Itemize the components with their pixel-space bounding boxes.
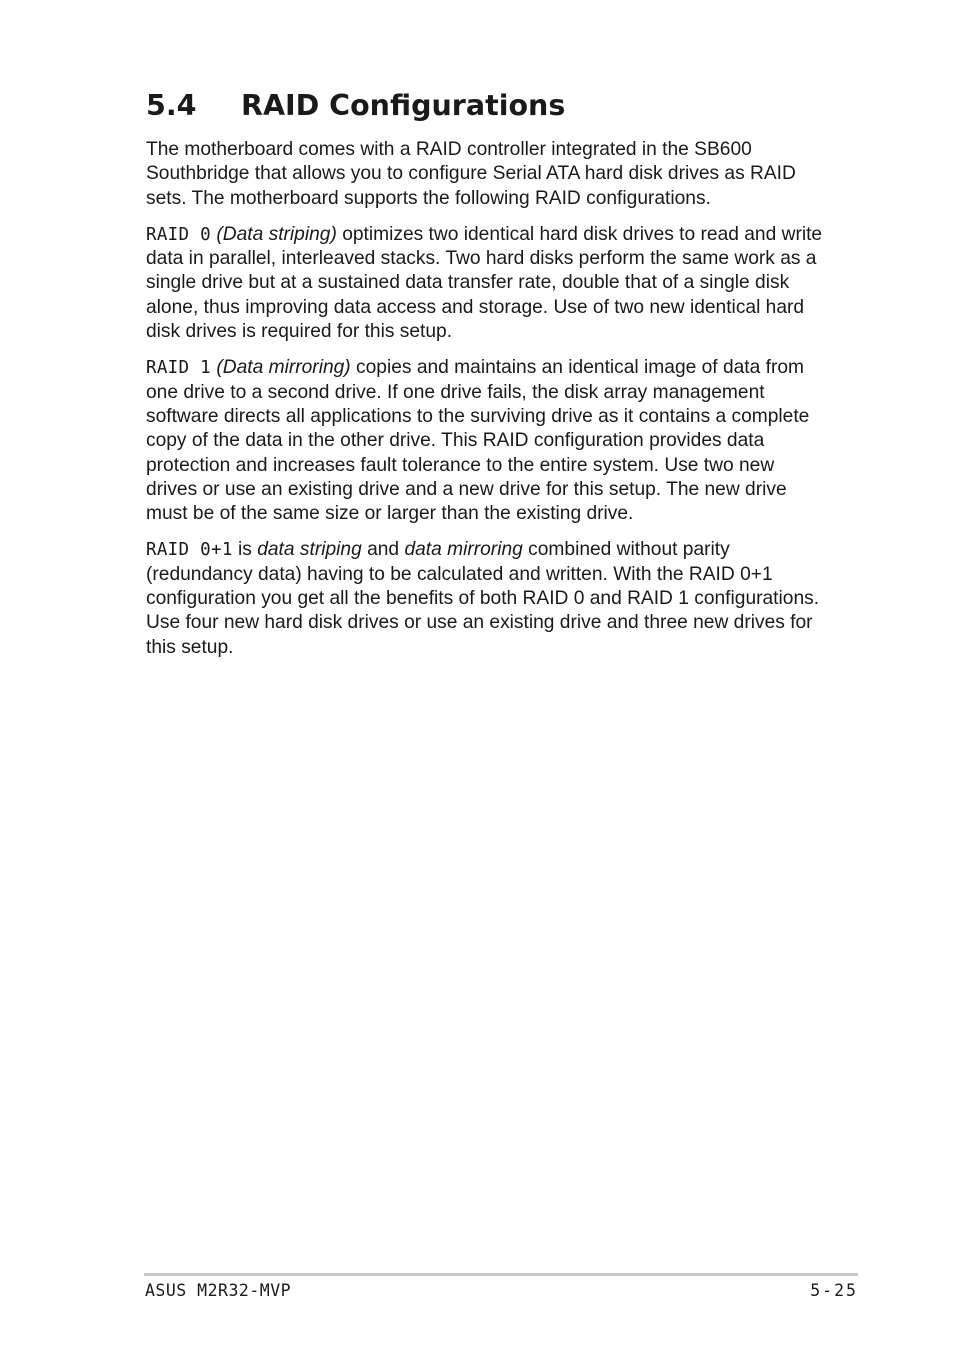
page-content — [146, 84, 826, 672]
raid1-term: RAID 1 — [146, 358, 212, 379]
raid0-qualifier: (Data striping) — [216, 223, 337, 245]
footer-product-name: ASUS M2R32-MVP — [145, 1281, 292, 1300]
raid01-term: RAID 0+1 — [146, 540, 233, 561]
section-number: 5.4 — [146, 89, 197, 122]
raid1-description: copies and maintains an identical image of data from one drive to a second drive. If one drive fails, the disk array management software directs all applications to the surviving drive as it contains a complete copy of the data in the other drive. This RAID configuration provides data protection and increases fault tolerance to the entire system. Use two new drives or use an existing drive and a new drive for this setup. The new drive must be of the same size or larger than the existing drive. — [146, 357, 810, 525]
raid01-paragraph — [146, 538, 826, 659]
raid0-term: RAID 0 — [146, 224, 212, 245]
raid0-description: optimizes two identical hard disk drives to read and write data in parallel, interleaved stacks. Two hard disks perform the same work as a single drive but at a sustained data transfer rate, double that of a single disk alone, thus improving data access and storage. Use of two new identical hard disk drives is required for this setup. — [146, 223, 823, 343]
footer-divider — [144, 1273, 858, 1276]
raid1-qualifier: (Data mirroring) — [216, 357, 351, 379]
raid01-mirroring: data mirroring — [404, 539, 523, 561]
section-heading — [146, 84, 826, 128]
raid0-paragraph — [146, 223, 826, 344]
footer-page-number: 5-25 — [810, 1281, 858, 1300]
raid01-is: is — [232, 539, 258, 561]
raid01-and: and — [361, 539, 405, 561]
raid1-paragraph — [146, 356, 826, 526]
intro-paragraph: The motherboard comes with a RAID controller integrated in the SB600 Southbridge that allows you to configure Serial ATA hard disk drives as RAID sets. The motherboard supports the following RAID configurations. — [146, 139, 796, 209]
raid01-striping: data striping — [257, 539, 362, 561]
raid01-description: combined without parity (redundancy data) having to be calculated and written. With the RAID 0+1 configuration you get all the benefits of both RAID 0 and RAID 1 configurations. Use four new hard disk drives or use an existing drive and three new drives for this setup. — [146, 539, 820, 658]
section-title: RAID Configurations — [241, 89, 566, 122]
